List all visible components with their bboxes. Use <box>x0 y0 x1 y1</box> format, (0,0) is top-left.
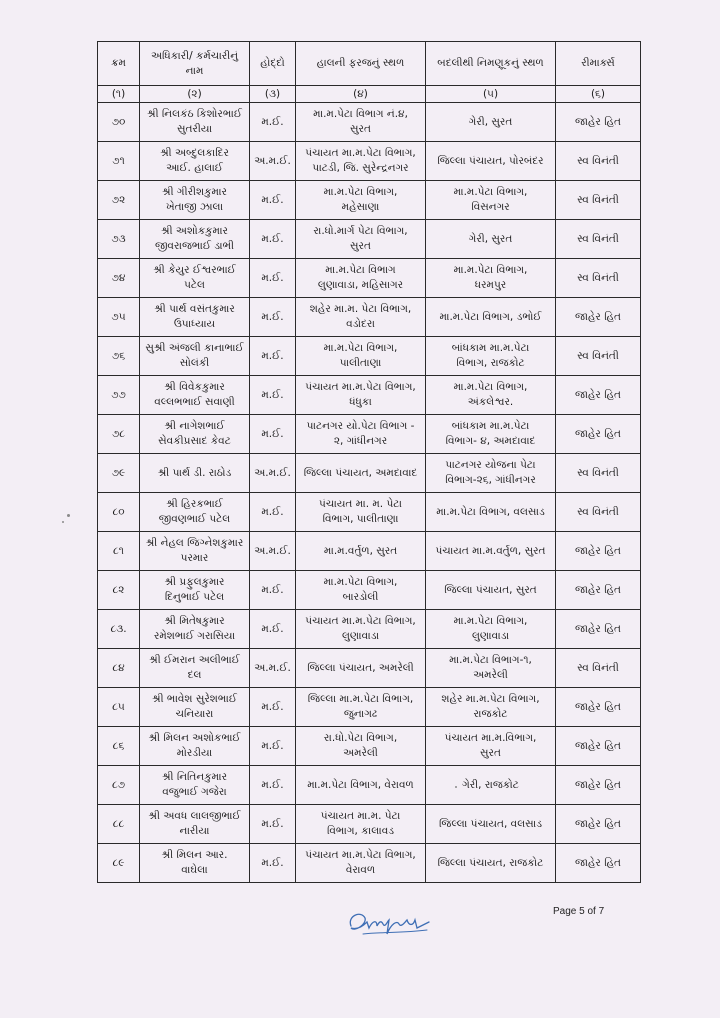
cell-name-line1: સુશ્રી અંજલી કાનાભાઈ <box>145 342 244 354</box>
cell-new-place-line1: શહેર મા.મ.પેટા વિભાગ, <box>441 693 540 705</box>
cell-current-place-line2: લુણાવાડા, મહિસાગર <box>317 279 404 291</box>
cell-name <box>140 493 250 532</box>
header-new-place: બદલીથી નિમણૂકનું સ્થળ <box>426 42 556 86</box>
cell-new-place-line1: પંચાયત મા.મ.વર્તુળ, સુરત <box>435 544 546 557</box>
cell-name-line1: શ્રી હિરકભાઈ <box>166 498 223 510</box>
cell-post: મ.ઈ. <box>250 766 296 805</box>
table-row <box>98 727 641 766</box>
cell-name-line2: નારીયા <box>179 825 210 837</box>
cell-name-line1: શ્રી નાગેશભાઈ <box>164 420 225 432</box>
cell-post: મ.ઈ. <box>250 727 296 766</box>
cell-name-line1: શ્રી મિલન આર. <box>161 849 228 861</box>
column-number: (૧) <box>98 86 140 103</box>
cell-name <box>140 298 250 337</box>
cell-current-place-line2: પાટડી, જિ. સુરેન્દ્રનગર <box>312 162 409 174</box>
cell-name <box>140 181 250 220</box>
cell-new-place-line2: લુણાવાડા <box>471 630 510 642</box>
cell-new-place <box>426 337 556 376</box>
cell-remarks: જાહેર હિત <box>556 727 641 766</box>
table-row <box>98 415 641 454</box>
cell-current-place <box>296 181 426 220</box>
cell-name-line1: શ્રી પાર્થ વસંતકુમાર <box>154 303 235 315</box>
cell-current-place-line2: અમરેલી <box>343 747 378 759</box>
cell-serial: ૭૨ <box>98 181 140 220</box>
cell-serial: ૮૩. <box>98 610 140 649</box>
cell-post: મ.ઈ. <box>250 688 296 727</box>
table-row <box>98 610 641 649</box>
cell-current-place-line2: ૨, ગાંધીનગર <box>333 435 388 447</box>
cell-new-place <box>426 766 556 805</box>
cell-name-line1: શ્રી નિલકંઠ કિશોરભાઈ <box>147 108 242 120</box>
cell-name-line1: શ્રી મિલન અશોકભાઈ <box>148 732 241 744</box>
cell-serial: ૭૫ <box>98 298 140 337</box>
cell-new-place-line1: ગેરી, સુરત <box>468 232 513 245</box>
cell-name-line1: શ્રી અવધ લાલજીભાઈ <box>148 810 241 822</box>
cell-current-place-line2: વિભાગ, કાલાવડ <box>326 825 395 837</box>
cell-current-place <box>296 766 426 805</box>
cell-serial: ૭૦ <box>98 103 140 142</box>
cell-current-place-line1: જિલ્લા પંચાયત, અમરેલી <box>307 661 414 674</box>
cell-new-place <box>426 532 556 571</box>
cell-current-place <box>296 844 426 883</box>
cell-new-place-line1: મા.મ.પેટા વિભાગ, ડભોઈ <box>439 310 542 323</box>
cell-name <box>140 571 250 610</box>
cell-new-place <box>426 298 556 337</box>
cell-name-line2: વાઘેલા <box>181 864 208 876</box>
cell-name <box>140 805 250 844</box>
cell-name <box>140 688 250 727</box>
cell-name-line1: શ્રી કેયુર ઈશ્વરભાઈ <box>153 264 236 276</box>
cell-remarks: સ્વ વિનંતી <box>556 181 641 220</box>
cell-current-place <box>296 610 426 649</box>
cell-name <box>140 103 250 142</box>
cell-serial: ૭૮ <box>98 415 140 454</box>
cell-current-place <box>296 376 426 415</box>
cell-current-place-line1: મા.મ.પેટા વિભાગ નં.૪, <box>313 108 408 120</box>
cell-name <box>140 415 250 454</box>
cell-new-place-line2: વિભાગ- ૪, અમદાવાદ <box>445 435 536 447</box>
cell-post: મ.ઈ. <box>250 376 296 415</box>
cell-new-place <box>426 454 556 493</box>
table-row <box>98 571 641 610</box>
cell-new-place <box>426 259 556 298</box>
cell-remarks: સ્વ વિનંતી <box>556 493 641 532</box>
cell-post: અ.મ.ઈ. <box>250 649 296 688</box>
cell-current-place-line2: જુનાગઢ <box>343 708 378 720</box>
cell-new-place <box>426 649 556 688</box>
signature-image <box>343 908 435 938</box>
cell-serial: ૮૮ <box>98 805 140 844</box>
table-row <box>98 142 641 181</box>
cell-serial: ૭૧ <box>98 142 140 181</box>
cell-remarks: સ્વ વિનંતી <box>556 337 641 376</box>
cell-name-line2: ખેતાજી ઝાલા <box>165 201 224 213</box>
cell-current-place-line2: સુરત <box>350 240 371 252</box>
cell-post: મ.ઈ. <box>250 493 296 532</box>
cell-name <box>140 259 250 298</box>
cell-new-place-line1: મા.મ.પેટા વિભાગ-૧, <box>449 654 532 666</box>
cell-current-place <box>296 688 426 727</box>
cell-new-place-line2: વિભાગ, રાજકોટ <box>456 357 525 369</box>
header-name: અધિકારી/ કર્મચારીનું નામ <box>140 42 250 86</box>
cell-current-place-line1: પંચાયત મા.મ.પેટા વિભાગ, <box>305 849 416 861</box>
cell-name-line2: જીવણભાઈ પટેલ <box>158 513 231 525</box>
cell-new-place-line2: વિભાગ-૨૬, ગાંધીનગર <box>445 474 536 486</box>
column-number: (૩) <box>250 86 296 103</box>
cell-post: મ.ઈ. <box>250 844 296 883</box>
cell-current-place-line2: લુણાવાડા <box>341 630 380 642</box>
cell-serial: ૮૫ <box>98 688 140 727</box>
cell-new-place <box>426 415 556 454</box>
cell-current-place-line1: પંચાયત મા.મ.પેટા વિભાગ, <box>305 147 416 159</box>
cell-current-place-line2: બારડોલી <box>342 591 379 603</box>
scan-speck <box>62 521 64 523</box>
column-number: (૫) <box>426 86 556 103</box>
cell-new-place-line2: અંકલેશ્વર. <box>467 396 514 408</box>
cell-name <box>140 649 250 688</box>
cell-remarks: જાહેર હિત <box>556 805 641 844</box>
cell-serial: ૮૬ <box>98 727 140 766</box>
cell-name-line2: પટેલ <box>184 279 205 291</box>
table-header-row <box>98 42 641 86</box>
cell-serial: ૮૭ <box>98 766 140 805</box>
cell-new-place-line1: પંચાયત મા.મ.વિભાગ, <box>444 732 537 744</box>
table-row <box>98 220 641 259</box>
cell-post: મ.ઈ. <box>250 181 296 220</box>
cell-new-place <box>426 688 556 727</box>
cell-name <box>140 532 250 571</box>
transfer-table <box>97 41 641 883</box>
cell-name <box>140 727 250 766</box>
table-row <box>98 454 641 493</box>
cell-name-line1: શ્રી ગીરીશકુમાર <box>162 186 227 198</box>
scan-speck <box>455 786 457 788</box>
cell-post: અ.મ.ઈ. <box>250 532 296 571</box>
cell-current-place-line2: પાલીતાણા <box>339 357 382 369</box>
cell-name-line1: શ્રી પાર્થ ડી. રાઠોડ <box>157 466 232 479</box>
cell-current-place <box>296 454 426 493</box>
cell-new-place-line1: ગેરી, સુરત <box>468 115 513 128</box>
cell-name-line2: સોલંકી <box>179 357 210 369</box>
cell-new-place <box>426 181 556 220</box>
cell-new-place-line1: જિલ્લા પંચાયત, સુરત <box>444 583 537 596</box>
cell-serial: ૭૪ <box>98 259 140 298</box>
cell-name <box>140 454 250 493</box>
table-row <box>98 766 641 805</box>
cell-post: મ.ઈ. <box>250 610 296 649</box>
cell-post: મ.ઈ. <box>250 103 296 142</box>
cell-current-place <box>296 415 426 454</box>
cell-new-place <box>426 493 556 532</box>
page-number: Page 5 of 7 <box>553 906 605 917</box>
cell-current-place-line1: શહેર મા.મ. પેટા વિભાગ, <box>309 303 412 315</box>
cell-new-place-line1: પાટનગર યોજના પેટા <box>445 459 536 471</box>
header-serial: ક્રમ <box>98 42 140 86</box>
cell-name-line2: ઉપાધ્યાય <box>173 318 216 330</box>
cell-serial: ૭૬ <box>98 337 140 376</box>
cell-remarks: જાહેર હિત <box>556 766 641 805</box>
cell-remarks: જાહેર હિત <box>556 532 641 571</box>
cell-name-line2: વલ્લભભાઈ સવાણી <box>154 396 235 408</box>
cell-name-line2: દલ <box>187 669 202 681</box>
cell-current-place-line1: મા.મ.પેટા વિભાગ <box>325 264 396 276</box>
cell-remarks: જાહેર હિત <box>556 103 641 142</box>
cell-current-place <box>296 493 426 532</box>
cell-post: મ.ઈ. <box>250 571 296 610</box>
cell-new-place <box>426 727 556 766</box>
cell-name-line2: ચનિયારા <box>175 708 214 720</box>
table-row <box>98 337 641 376</box>
cell-name-line2: વજુભાઈ ગજેરા <box>162 786 227 798</box>
cell-new-place-line1: મા.મ.પેટા વિભાગ, વલસાડ <box>436 505 545 518</box>
cell-new-place-line1: મા.મ.પેટા વિભાગ, <box>453 186 528 198</box>
cell-name-line1: શ્રી નેહલ જિગ્નેશકુમાર <box>145 537 244 549</box>
header-current-place: હાલની ફરજનું સ્થળ <box>296 42 426 86</box>
cell-current-place-line1: જિલ્લા પંચાયત, અમદાવાદ <box>303 466 418 479</box>
cell-new-place <box>426 805 556 844</box>
cell-post: મ.ઈ. <box>250 298 296 337</box>
cell-post: અ.મ.ઈ. <box>250 142 296 181</box>
cell-current-place-line2: વડોદરા <box>346 318 375 330</box>
cell-post: અ.મ.ઈ. <box>250 454 296 493</box>
cell-post: મ.ઈ. <box>250 259 296 298</box>
cell-new-place-line1: ગેરી, રાજકોટ <box>462 778 519 791</box>
cell-current-place-line1: મા.મ.વર્તુળ, સુરત <box>323 544 398 557</box>
cell-post: મ.ઈ. <box>250 220 296 259</box>
cell-current-place-line2: ધંધુકા <box>349 396 372 408</box>
cell-current-place-line1: પંચાયત મા. મ. પેટા <box>319 498 402 510</box>
cell-remarks: સ્વ વિનંતી <box>556 649 641 688</box>
cell-name-line1: શ્રી ઈમરાન અલીભાઈ <box>149 654 240 666</box>
cell-current-place <box>296 532 426 571</box>
cell-current-place-line1: પંચાયત મા.મ. પેટા <box>320 810 401 822</box>
cell-current-place <box>296 649 426 688</box>
cell-serial: ૮૦ <box>98 493 140 532</box>
cell-name <box>140 337 250 376</box>
cell-current-place <box>296 727 426 766</box>
cell-name-line2: મોરડીયા <box>176 747 213 759</box>
cell-current-place-line1: પાટનગર યો.પેટા વિભાગ - <box>306 420 415 432</box>
cell-current-place-line1: મા.મ.પેટા વિભાગ, વેરાવળ <box>307 778 414 791</box>
cell-serial: ૮૨ <box>98 571 140 610</box>
cell-remarks: સ્વ વિનંતી <box>556 454 641 493</box>
cell-current-place <box>296 337 426 376</box>
cell-remarks: જાહેર હિત <box>556 376 641 415</box>
cell-name <box>140 610 250 649</box>
cell-new-place <box>426 142 556 181</box>
cell-name <box>140 142 250 181</box>
cell-current-place-line1: રા.ધો.માર્ગ પેટા વિભાગ, <box>313 225 408 237</box>
cell-current-place <box>296 805 426 844</box>
table-row <box>98 532 641 571</box>
cell-serial: ૭૩ <box>98 220 140 259</box>
table-row <box>98 844 641 883</box>
cell-remarks: જાહેર હિત <box>556 298 641 337</box>
cell-current-place <box>296 103 426 142</box>
cell-current-place <box>296 571 426 610</box>
cell-new-place-line1: જિલ્લા પંચાયત, વલસાડ <box>439 817 542 830</box>
table-row <box>98 805 641 844</box>
cell-current-place-line2: મહેસાણા <box>341 201 380 213</box>
table-row <box>98 259 641 298</box>
table-row <box>98 376 641 415</box>
cell-post: મ.ઈ. <box>250 805 296 844</box>
cell-remarks: સ્વ વિનંતી <box>556 220 641 259</box>
cell-serial: ૮૧ <box>98 532 140 571</box>
cell-new-place-line1: મા.મ.પેટા વિભાગ, <box>453 615 528 627</box>
cell-name-line2: રમેશભાઈ ગરાસિયા <box>153 630 236 642</box>
cell-remarks: જાહેર હિત <box>556 844 641 883</box>
cell-name <box>140 220 250 259</box>
cell-current-place <box>296 298 426 337</box>
cell-name-line2: સેવકીપ્રસાદ કેવટ <box>158 435 231 447</box>
cell-name-line2: દિનુભાઈ પટેલ <box>164 591 225 603</box>
cell-new-place <box>426 571 556 610</box>
cell-name-line2: આઈ. હાલાઈ <box>166 162 223 174</box>
cell-new-place-line2: અમરેલી <box>473 669 508 681</box>
cell-current-place-line1: પંચાયત મા.મ.પેટા વિભાગ, <box>305 381 416 393</box>
cell-name-line1: શ્રી મિતેષકુમાર <box>164 615 225 627</box>
cell-current-place-line2: વિભાગ, પાલીતાણા <box>322 513 399 525</box>
cell-name-line2: પરમાર <box>180 552 209 564</box>
cell-new-place-line1: જિલ્લા પંચાયત, રાજકોટ <box>437 856 544 869</box>
cell-new-place <box>426 610 556 649</box>
cell-new-place-line2: રાજકોટ <box>473 708 508 720</box>
cell-post: મ.ઈ. <box>250 337 296 376</box>
table-row <box>98 649 641 688</box>
cell-name-line1: શ્રી પ્રફુલકુમાર <box>164 576 225 588</box>
cell-new-place-line1: મા.મ.પેટા વિભાગ, <box>453 381 528 393</box>
cell-name-line1: શ્રી નિતિનકુમાર <box>161 771 228 783</box>
cell-new-place-line2: સુરત <box>480 747 501 759</box>
cell-remarks: જાહેર હિત <box>556 571 641 610</box>
column-number: (૪) <box>296 86 426 103</box>
cell-current-place-line1: જિલ્લા મા.મ.પેટા વિભાગ, <box>307 693 414 705</box>
cell-new-place-line1: બાંધકામ મા.મ.પેટા <box>451 420 530 432</box>
cell-current-place-line1: પંચાયત મા.મ.પેટા વિભાગ, <box>305 615 416 627</box>
cell-current-place <box>296 142 426 181</box>
column-number: (૬) <box>556 86 641 103</box>
cell-remarks: જાહેર હિત <box>556 415 641 454</box>
cell-current-place-line2: વેરાવળ <box>345 864 376 876</box>
table-row <box>98 688 641 727</box>
cell-current-place-line1: મા.મ.પેટા વિભાગ, <box>323 576 398 588</box>
cell-current-place <box>296 259 426 298</box>
cell-new-place <box>426 103 556 142</box>
header-post: હોદ્દો <box>250 42 296 86</box>
cell-new-place-line2: વિસનગર <box>471 201 510 213</box>
cell-new-place-line2: ધરમપુર <box>474 279 507 291</box>
cell-serial: ૭૯ <box>98 454 140 493</box>
cell-current-place-line1: રા.ધો.પેટા વિભાગ, <box>323 732 398 744</box>
cell-name-line1: શ્રી ભાવેશ સુરેશભાઈ <box>152 693 237 705</box>
cell-serial: ૮૯ <box>98 844 140 883</box>
table-column-number-row <box>98 86 641 103</box>
cell-name-line1: શ્રી વિવેકકુમાર <box>164 381 225 393</box>
cell-name <box>140 766 250 805</box>
cell-name-line2: સુતરીયા <box>176 123 213 135</box>
scan-speck <box>67 514 70 517</box>
cell-remarks: જાહેર હિત <box>556 610 641 649</box>
cell-new-place-line1: બાંધકામ મા.મ.પેટા <box>451 342 530 354</box>
cell-post: મ.ઈ. <box>250 415 296 454</box>
cell-name-line1: શ્રી અશોકકુમાર <box>161 225 228 237</box>
cell-remarks: જાહેર હિત <box>556 688 641 727</box>
cell-new-place <box>426 220 556 259</box>
table-body <box>98 103 641 883</box>
cell-current-place <box>296 220 426 259</box>
cell-remarks: સ્વ વિનંતી <box>556 259 641 298</box>
cell-current-place-line1: મા.મ.પેટા વિભાગ, <box>323 342 398 354</box>
cell-serial: ૮૪ <box>98 649 140 688</box>
cell-name <box>140 376 250 415</box>
cell-name <box>140 844 250 883</box>
column-number: (૨) <box>140 86 250 103</box>
cell-name-line1: શ્રી અબ્દુલકાદિર <box>160 147 229 159</box>
cell-new-place-line1: જિલ્લા પંચાયત, પોરબંદર <box>437 154 544 167</box>
header-remarks: રીમાર્ક્સ <box>556 42 641 86</box>
table-row <box>98 493 641 532</box>
cell-new-place-line1: મા.મ.પેટા વિભાગ, <box>453 264 528 276</box>
cell-new-place <box>426 376 556 415</box>
cell-new-place <box>426 844 556 883</box>
cell-name-line2: જીવરાજભાઈ ડાભી <box>154 240 235 252</box>
cell-remarks: સ્વ વિનંતી <box>556 142 641 181</box>
cell-current-place-line2: સુરત <box>350 123 371 135</box>
cell-current-place-line1: મા.મ.પેટા વિભાગ, <box>323 186 398 198</box>
table-row <box>98 298 641 337</box>
cell-serial: ૭૭ <box>98 376 140 415</box>
table-row <box>98 181 641 220</box>
table-row <box>98 103 641 142</box>
